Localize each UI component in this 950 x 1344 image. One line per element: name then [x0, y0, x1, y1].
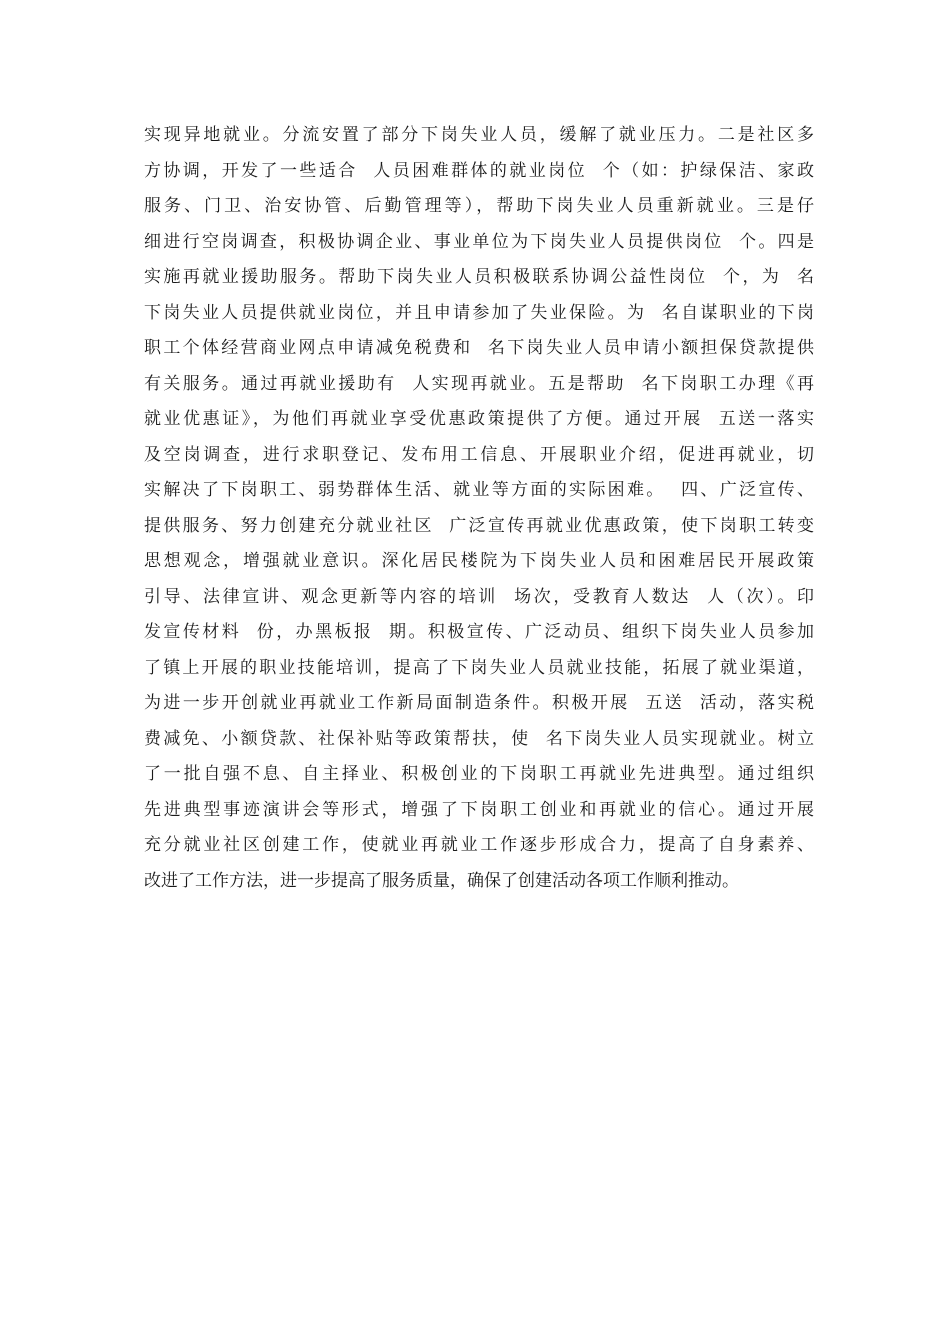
- text-line: 引导、法律宣讲、观念更新等内容的培训 场次，受教育人数达 人（次）。印: [144, 586, 814, 607]
- body-paragraph: [144, 118, 814, 899]
- text-line: 及空岗调查，进行求职登记、发布用工信息、开展职业介绍，促进再就业，切: [144, 444, 814, 465]
- text-line: 下岗失业人员提供就业岗位，并且申请参加了失业保险。为 名自谋职业的下岗: [144, 302, 814, 323]
- text-line: 先进典型事迹演讲会等形式，增强了下岗职工创业和再就业的信心。通过开展: [144, 799, 814, 820]
- text-line: 细进行空岗调查，积极协调企业、事业单位为下岗失业人员提供岗位 个。四是: [144, 231, 814, 252]
- text-line: 发宣传材料 份，办黑板报 期。积极宣传、广泛动员、组织下岗失业人员参加: [144, 622, 814, 642]
- text-line: 了一批自强不息、自主择业、积极创业的下岗职工再就业先进典型。通过组织: [144, 764, 814, 784]
- text-line: 有关服务。通过再就业援助有 人实现再就业。五是帮助 名下岗职工办理《再: [144, 373, 814, 394]
- text-line: 了镇上开展的职业技能培训，提高了下岗失业人员就业技能，拓展了就业渠道，: [144, 657, 814, 678]
- text-line: 实施再就业援助服务。帮助下岗失业人员积极联系协调公益性岗位 个，为 名: [144, 267, 814, 287]
- text-line: 实现异地就业。分流安置了部分下岗失业人员，缓解了就业压力。二是社区多: [144, 125, 814, 145]
- text-line: 职工个体经营商业网点申请减免税费和 名下岗失业人员申请小额担保贷款提供: [144, 338, 814, 358]
- text-line: 方协调，开发了一些适合 人员困难群体的就业岗位 个（如：护绿保洁、家政: [144, 160, 814, 181]
- text-line: 为进一步开创就业再就业工作新局面制造条件。积极开展 五送 活动，落实税: [144, 693, 814, 713]
- text-line: 充分就业社区创建工作，使就业再就业工作逐步形成合力，提高了自身素养、: [144, 835, 814, 855]
- text-line: 提供服务、努力创建充分就业社区 广泛宣传再就业优惠政策，使下岗职工转变: [144, 515, 814, 536]
- text-line: 费减免、小额贷款、社保补贴等政策帮扶，使 名下岗失业人员实现就业。树立: [144, 728, 814, 749]
- text-line: 改进了工作方法，进一步提高了服务质量，确保了创建活动各项工作顺利推动。: [144, 870, 739, 891]
- text-line: 就业优惠证》，为他们再就业享受优惠政策提供了方便。通过开展 五送一落实: [144, 409, 814, 429]
- text-line: 服务、门卫、治安协管、后勤管理等），帮助下岗失业人员重新就业。三是仔: [144, 196, 814, 216]
- text-line: 思想观念，增强就业意识。深化居民楼院为下岗失业人员和困难居民开展政策: [144, 551, 814, 571]
- text-line: 实解决了下岗职工、弱势群体生活、就业等方面的实际困难。 四、广泛宣传、: [144, 480, 814, 500]
